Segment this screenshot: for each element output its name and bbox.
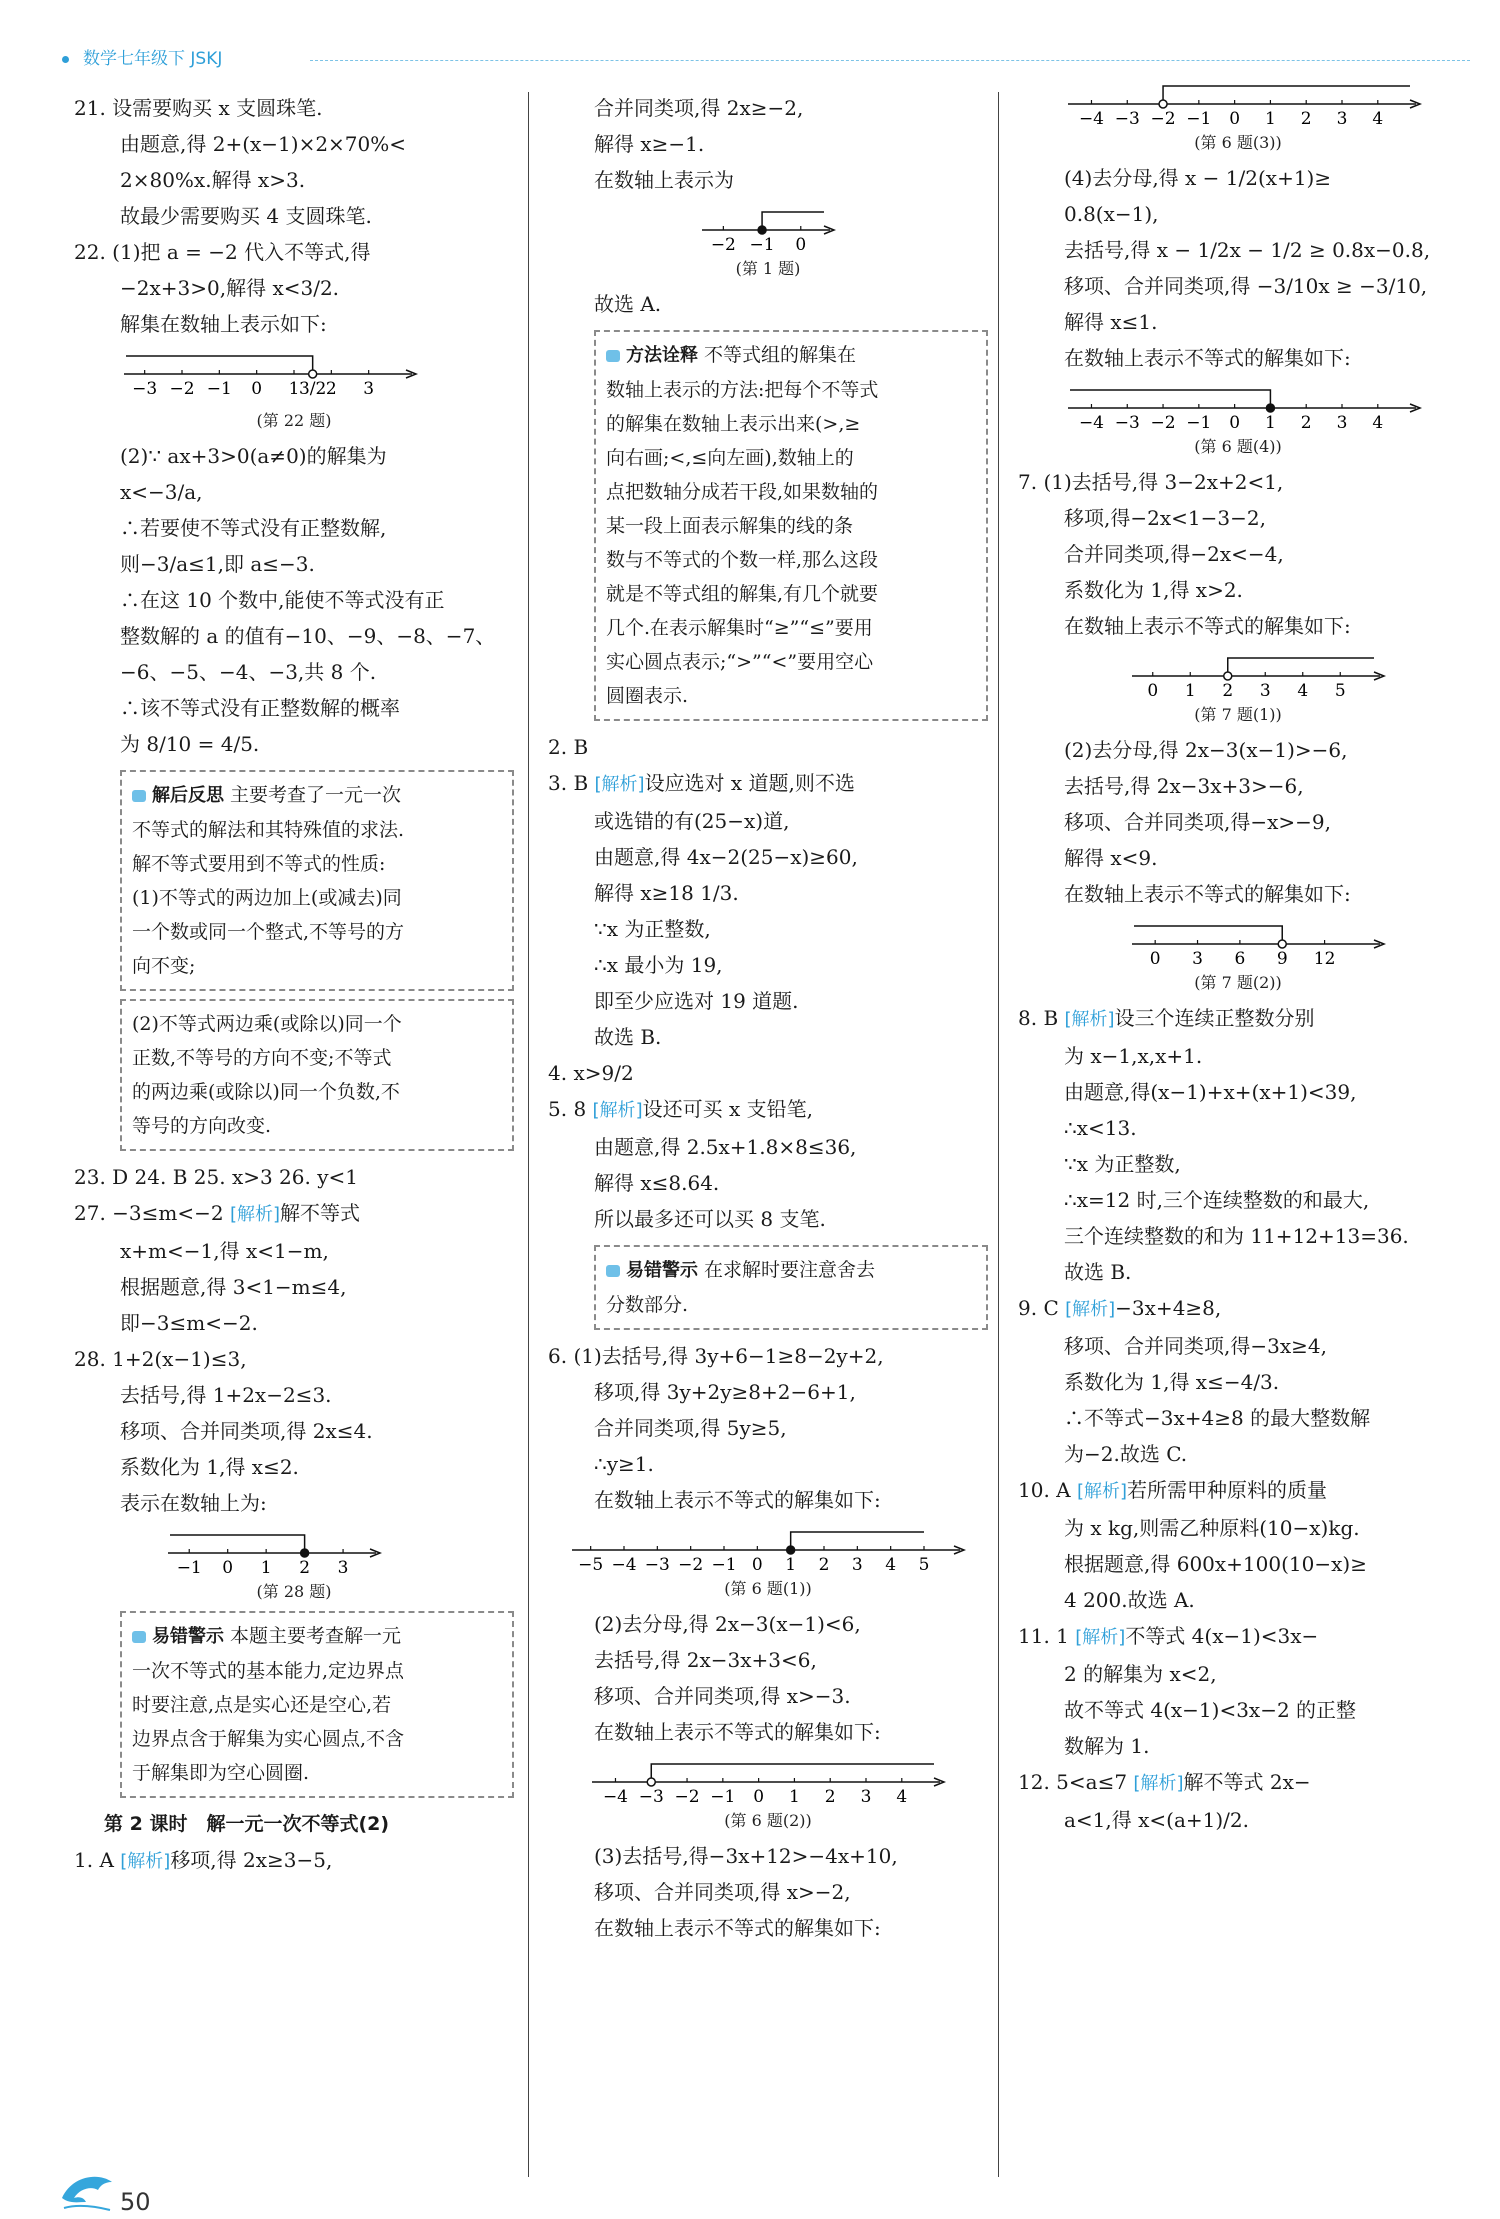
tick-label: −1	[711, 1555, 737, 1575]
answer-text: 解不等式 2x−	[1183, 1770, 1311, 1794]
tick-label: 2	[1300, 413, 1312, 433]
solution-set-line	[170, 1535, 305, 1553]
answer-text: 8. B	[1018, 1006, 1065, 1030]
solid-point	[787, 1546, 795, 1554]
analysis-tag: [ 解析 ]	[120, 1851, 170, 1872]
hollow-point	[647, 1778, 655, 1786]
note-text: 向右画;<,≤向左画),数轴上的	[606, 447, 854, 469]
tick-label: 2	[1222, 681, 1234, 701]
tick-label: −1	[1186, 413, 1212, 433]
text-line: 移项,得 3y+2y≥8+2−6+1,	[594, 1380, 856, 1404]
text-line: 在数轴上表示不等式的解集如下:	[1064, 614, 1351, 638]
solid-point	[301, 1549, 309, 1557]
tick-label: 0	[1229, 413, 1241, 433]
answer-text: 11. 1	[1018, 1624, 1076, 1648]
column-1	[74, 90, 514, 1880]
text-line: 为 8/10 = 4/5.	[120, 732, 260, 756]
text-line: (3)去括号,得−3x+12>−4x+10,	[594, 1844, 898, 1868]
tick-label: 1	[260, 1558, 272, 1578]
answer-text: 移项,得 2x≥3−5,	[170, 1848, 333, 1872]
number-line	[164, 1525, 384, 1583]
column-3	[1018, 72, 1458, 1838]
text-line: 即至少应选对 19 道题.	[594, 989, 799, 1013]
dolphin-logo-icon	[58, 2168, 118, 2214]
answer-text: 5. 8	[548, 1097, 593, 1121]
text-line: ∴若要使不等式没有正整数解,	[120, 516, 387, 540]
note-text: 实心圆点表示;“>”“<”要用空心	[606, 651, 874, 673]
note-text: 不等式的解法和其特殊值的求法.	[132, 819, 405, 841]
text-line: 故选 A.	[594, 292, 662, 316]
analysis-tag: [ 解析 ]	[1065, 1009, 1115, 1030]
note-text: 解不等式要用到不等式的性质:	[132, 853, 386, 875]
note-text: 主要考查了一元一次	[230, 784, 402, 806]
analysis-tag: [ 解析 ]	[593, 1100, 643, 1121]
tick-label: 4	[896, 1787, 908, 1807]
text-line: 或选错的有(25−x)道,	[594, 809, 790, 833]
text-line: 解得 x≤1.	[1064, 310, 1158, 334]
tick-label: 0	[251, 379, 263, 399]
text-line: 故选 B.	[594, 1025, 662, 1049]
solution-set-line	[651, 1764, 934, 1782]
number-line	[1128, 916, 1388, 974]
note-text: 几个.在表示解集时“≥”“≤”要用	[606, 617, 873, 639]
tick-label: 4	[885, 1555, 897, 1575]
figure-caption: (第 6 题(2))	[724, 1811, 812, 1830]
text-line: 22. (1)把 a = −2 代入不等式,得	[74, 240, 371, 264]
tick-label: 3	[1259, 681, 1271, 701]
note-text: 正数,不等号的方向不变;不等式	[132, 1047, 392, 1069]
text-line: 去括号,得 2x−3x+3>−6,	[1064, 774, 1304, 798]
number-line	[698, 202, 838, 260]
text-line: 在数轴上表示不等式的解集如下:	[594, 1916, 881, 1940]
tick-label: −3	[638, 1787, 664, 1807]
solid-point	[758, 226, 766, 234]
text-line: 解得 x≥−1.	[594, 132, 705, 156]
answer-text: 3. B	[548, 771, 595, 795]
text-line: 移项、合并同类项,得 x>−3.	[594, 1684, 851, 1708]
text-line: 所以最多还可以买 8 支笔.	[594, 1207, 826, 1231]
note-box-method	[594, 330, 988, 721]
note-heading: 易错警示	[132, 1626, 224, 1647]
tick-label: −3	[1114, 109, 1140, 129]
note-text: 在求解时要注意舍去	[704, 1259, 876, 1281]
text-line: 根据题意,得 600x+100(10−x)≥	[1064, 1552, 1367, 1576]
text-line: 移项、合并同类项,得 x>−2,	[594, 1880, 851, 1904]
hollow-point	[1224, 672, 1232, 680]
tick-label: −3	[1114, 413, 1140, 433]
analysis-tag: [ 解析 ]	[1133, 1773, 1183, 1794]
text-line: 由题意,得 4x−2(25−x)≥60,	[594, 845, 858, 869]
analysis-tag: [ 解析 ]	[1075, 1627, 1125, 1648]
text-line: 数解为 1.	[1064, 1734, 1150, 1758]
tick-label: 3	[363, 379, 375, 399]
text-line: 在数轴上表示不等式的解集如下:	[1064, 882, 1351, 906]
tick-label: 1	[789, 1787, 800, 1807]
tick-label: −1	[176, 1558, 202, 1578]
text-line: ∴x 最小为 19,	[594, 953, 723, 977]
tick-label: 12	[1313, 949, 1336, 969]
text-line: 4. x>9/2	[548, 1061, 634, 1085]
tick-label: −2	[710, 235, 736, 255]
tick-label: 1	[1265, 109, 1276, 129]
analysis-tag: [ 解析 ]	[1065, 1299, 1115, 1320]
text-line: 在数轴上表示不等式的解集如下:	[1064, 346, 1351, 370]
solution-set-line	[1070, 390, 1270, 408]
solution-set-line	[1228, 658, 1374, 676]
answer-text: 12. 5<a≤7	[1018, 1770, 1134, 1794]
figure-caption: (第 7 题(1))	[1194, 705, 1282, 724]
note-text: 的解集在数轴上表示出来(>,≥	[606, 413, 861, 435]
text-line: 由题意,得 2+(x−1)×2×70%<	[120, 132, 407, 156]
note-text: 的两边乘(或除以)同一个负数,不	[132, 1081, 400, 1103]
header-title: 数学七年级下 JSKJ	[62, 44, 222, 69]
text-line: 合并同类项,得 2x≥−2,	[594, 96, 804, 120]
tick-label: −4	[1078, 413, 1105, 433]
tick-label: −2	[1150, 109, 1176, 129]
tick-label: 9	[1276, 949, 1288, 969]
answer-text: 10. A	[1018, 1478, 1077, 1502]
figure-caption: (第 6 题(1))	[724, 1579, 812, 1598]
solution-set-line	[762, 212, 824, 230]
note-text: 分数部分.	[606, 1294, 689, 1316]
hollow-point	[1278, 940, 1286, 948]
tick-label: 3	[1336, 109, 1348, 129]
tick-label: −2	[169, 379, 195, 399]
text-line: −6、−5、−4、−3,共 8 个.	[120, 660, 377, 684]
note-text: 数轴上表示的方法:把每个不等式	[606, 379, 879, 401]
hollow-point	[1159, 100, 1167, 108]
text-line: 在数轴上表示为	[594, 168, 734, 192]
text-line: ∴该不等式没有正整数解的概率	[120, 696, 400, 720]
text-line: 整数解的 a 的值有−10、−9、−8、−7、	[120, 624, 496, 648]
text-line: 根据题意,得 3<1−m≤4,	[120, 1275, 347, 1299]
text-line: ∵x 为正整数,	[594, 917, 711, 941]
text-line: 解得 x<9.	[1064, 846, 1158, 870]
text-line: 移项,得−2x<1−3−2,	[1064, 506, 1266, 530]
tick-label: 3/2	[298, 379, 327, 399]
column-divider	[528, 92, 529, 2177]
tick-label: 2	[818, 1555, 830, 1575]
tick-label: 0	[795, 235, 807, 255]
tick-label: 1	[1265, 413, 1276, 433]
text-line: 移项、合并同类项,得−x>−9,	[1064, 810, 1331, 834]
tick-label: 0	[1149, 949, 1161, 969]
text-line: 为 x kg,则需乙种原料(10−x)kg.	[1064, 1516, 1360, 1540]
text-line: x+m<−1,得 x<1−m,	[120, 1239, 329, 1263]
analysis-tag: [ 解析 ]	[595, 774, 645, 795]
note-heading: 易错警示	[606, 1260, 698, 1281]
note-box-continued	[120, 999, 514, 1151]
note-text: 一个数或同一个整式,不等号的方	[132, 921, 405, 943]
note-heading: 解后反思	[132, 785, 224, 806]
analysis-tag: [ 解析 ]	[230, 1204, 280, 1225]
tick-label: −1	[1186, 109, 1212, 129]
tick-label: 0	[751, 1555, 763, 1575]
tick-label: 1	[785, 1555, 797, 1575]
tick-label: 5	[1334, 681, 1346, 701]
text-line: 系数化为 1,得 x≤2.	[120, 1455, 299, 1479]
number-line	[1064, 76, 1424, 134]
tick-label: 3	[1336, 413, 1348, 433]
tick-label: 1	[1184, 681, 1196, 701]
text-line: (2)去分母,得 2x−3(x−1)>−6,	[1064, 738, 1348, 762]
note-text: 一次不等式的基本能力,定边界点	[132, 1660, 405, 1682]
text-line: 去括号,得 2x−3x+3<6,	[594, 1648, 817, 1672]
tick-label: 0	[1147, 681, 1159, 701]
note-text: 某一段上面表示解集的线的条	[606, 515, 854, 537]
page-number: 50	[120, 2188, 151, 2216]
tick-label: −1	[749, 235, 775, 255]
text-line: 合并同类项,得 5y≥5,	[594, 1416, 787, 1440]
note-text: 就是不等式组的解集,有几个就要	[606, 583, 879, 605]
text-line: 解得 x≤8.64.	[594, 1171, 720, 1195]
text-line: 三个连续整数的和为 11+12+13=36.	[1064, 1224, 1409, 1248]
note-text: (2)不等式两边乘(或除以)同一个	[132, 1013, 402, 1035]
tick-label: −5	[578, 1555, 604, 1575]
tick-label: 4	[1372, 109, 1384, 129]
note-text: (1)不等式的两边加上(或减去)同	[132, 887, 402, 909]
header-divider	[310, 60, 1470, 61]
answer-text: 不等式 4(x−1)<3x−	[1125, 1624, 1319, 1648]
text-line: 为 x−1,x,x+1.	[1064, 1044, 1203, 1068]
text-line: ∴x<13.	[1064, 1116, 1137, 1140]
text-line: 解集在数轴上表示如下:	[120, 312, 327, 336]
text-line: ∴x=12 时,三个连续整数的和最大,	[1064, 1188, 1370, 1212]
text-line: 6. (1)去括号,得 3y+6−1≥8−2y+2,	[548, 1344, 884, 1368]
note-text: 圆圈表示.	[606, 685, 689, 707]
text-line: 故不等式 4(x−1)<3x−2 的正整	[1064, 1698, 1357, 1722]
tick-label: 3	[1192, 949, 1203, 969]
note-text: 于解集即为空心圆圈.	[132, 1762, 310, 1784]
tick-label: 4	[1372, 413, 1384, 433]
tick-label: 1	[288, 379, 300, 399]
tick-label: 2	[824, 1787, 836, 1807]
tick-label: −2	[674, 1787, 700, 1807]
note-box-warning	[120, 1611, 514, 1798]
text-line: ∵x 为正整数,	[1064, 1152, 1181, 1176]
note-heading: 方法诠释	[606, 345, 698, 366]
analysis-tag: [ 解析 ]	[1077, 1481, 1127, 1502]
text-line: 故选 B.	[1064, 1260, 1132, 1284]
tick-label: −4	[602, 1787, 629, 1807]
answer-text: 设应选对 x 道题,则不选	[644, 771, 855, 795]
tick-label: 2	[325, 379, 337, 399]
answer-text: 解不等式	[280, 1201, 361, 1225]
lesson-heading: 第 2 课时 解一元一次不等式(2)	[104, 1813, 390, 1835]
solution-set-line	[1134, 926, 1282, 944]
text-line: 移项、合并同类项,得 −3/10x ≥ −3/10,	[1064, 274, 1428, 298]
text-line: 在数轴上表示不等式的解集如下:	[594, 1720, 881, 1744]
text-line: 移项、合并同类项,得 2x≤4.	[120, 1419, 373, 1443]
text-line: 去括号,得 1+2x−2≤3.	[120, 1383, 332, 1407]
text-line: ∴不等式−3x+4≥8 的最大整数解	[1064, 1406, 1371, 1430]
text-line: (2)去分母,得 2x−3(x−1)<6,	[594, 1612, 861, 1636]
text-line: 则−3/a≤1,即 a≤−3.	[120, 552, 315, 576]
answer-text: 若所需甲种原料的质量	[1127, 1478, 1328, 1502]
tick-label: 6	[1234, 949, 1246, 969]
answer-text: 27. −3≤m<−2	[74, 1201, 230, 1225]
text-line: ∴y≥1.	[594, 1452, 654, 1476]
text-line: 即−3≤m<−2.	[120, 1311, 258, 1335]
text-line: 21. 设需要购买 x 支圆珠笔.	[74, 96, 323, 120]
tick-label: −4	[1078, 109, 1105, 129]
text-line: 去括号,得 x − 1/2x − 1/2 ≥ 0.8x−0.8,	[1064, 238, 1431, 262]
column-2	[548, 90, 988, 1946]
note-text: 边界点含于解集为实心圆点,不含	[132, 1728, 405, 1750]
text-line: 系数化为 1,得 x≤−4/3.	[1064, 1370, 1280, 1394]
number-line	[1128, 648, 1388, 706]
tick-label: −4	[611, 1555, 637, 1575]
figure-caption: (第 28 题)	[256, 1582, 332, 1601]
note-box-reflection	[120, 770, 514, 991]
answer-text: 1. A	[74, 1848, 121, 1872]
text-line: 2 的解集为 x<2,	[1064, 1662, 1217, 1686]
answer-text: 设三个连续正整数分别	[1114, 1006, 1315, 1030]
tick-label: 0	[222, 1558, 234, 1578]
number-line	[568, 1522, 968, 1580]
solution-set-line	[1163, 86, 1410, 104]
tick-label: 3	[860, 1787, 872, 1807]
text-line: 由题意,得 2.5x+1.8×8≤36,	[594, 1135, 857, 1159]
note-text: 向不变;	[132, 955, 196, 977]
hollow-point	[309, 370, 317, 378]
tick-label: −2	[1150, 413, 1176, 433]
answer-text: −3x+4≥8,	[1115, 1296, 1222, 1320]
tick-label: −3	[132, 379, 158, 399]
tick-label: 5	[918, 1555, 930, 1575]
text-line: (2)∵ ax+3>0(a≠0)的解集为	[120, 444, 387, 468]
text-line: (4)去分母,得 x − 1/2(x+1)≥	[1064, 166, 1332, 190]
text-line: x<−3/a,	[120, 480, 203, 504]
figure-caption: (第 6 题(3))	[1194, 133, 1282, 152]
solid-point	[1266, 404, 1274, 412]
text-line: 移项、合并同类项,得−3x≥4,	[1064, 1334, 1327, 1358]
text-line: 系数化为 1,得 x>2.	[1064, 578, 1243, 602]
note-text: 时要注意,点是实心还是空心,若	[132, 1694, 392, 1716]
tick-label: 2	[299, 1558, 311, 1578]
text-line: a<1,得 x<(a+1)/2.	[1064, 1808, 1249, 1832]
figure-caption: (第 1 题)	[735, 259, 801, 278]
text-line: 2. B	[548, 735, 589, 759]
figure-caption: (第 6 题(4))	[1194, 437, 1282, 456]
tick-label: 3	[337, 1558, 349, 1578]
text-line: 解得 x≥18 1/3.	[594, 881, 739, 905]
figure-caption: (第 22 题)	[256, 411, 332, 430]
text-line: 由题意,得(x−1)+x+(x+1)<39,	[1064, 1080, 1357, 1104]
text-line: 2×80%x.解得 x>3.	[120, 168, 306, 192]
text-line: 0.8(x−1),	[1064, 202, 1159, 226]
tick-label: 3	[851, 1555, 863, 1575]
note-text: 等号的方向改变.	[132, 1115, 272, 1137]
tick-label: −1	[206, 379, 232, 399]
tick-label: 2	[1300, 109, 1312, 129]
number-line	[588, 1754, 948, 1812]
tick-label: 0	[1229, 109, 1241, 129]
answer-text: 9. C	[1018, 1296, 1066, 1320]
figure-caption: (第 7 题(2))	[1194, 973, 1282, 992]
text-line: 28. 1+2(x−1)≤3,	[74, 1347, 247, 1371]
text-line: 23. D 24. B 25. x>3 26. y<1	[74, 1165, 359, 1189]
tick-label: 0	[753, 1787, 765, 1807]
text-line: 7. (1)去括号,得 3−2x+2<1,	[1018, 470, 1284, 494]
note-text: 点把数轴分成若干段,如果数轴的	[606, 481, 879, 503]
note-box-warning	[594, 1245, 988, 1330]
tick-label: 4	[1297, 681, 1309, 701]
text-line: 故最少需要购买 4 支圆珠笔.	[120, 204, 372, 228]
text-line: 在数轴上表示不等式的解集如下:	[594, 1488, 881, 1512]
text-line: −2x+3>0,解得 x<3/2.	[120, 276, 340, 300]
tick-label: −1	[710, 1787, 736, 1807]
note-text: 数与不等式的个数一样,那么这段	[606, 549, 879, 571]
note-text: 不等式组的解集在	[704, 344, 857, 366]
column-divider	[998, 92, 999, 2177]
text-line: 为−2.故选 C.	[1064, 1442, 1188, 1466]
tick-label: −3	[644, 1555, 670, 1575]
answer-text: 设还可买 x 支铅笔,	[642, 1097, 813, 1121]
text-line: ∴在这 10 个数中,能使不等式没有正	[120, 588, 445, 612]
text-line: 合并同类项,得−2x<−4,	[1064, 542, 1284, 566]
number-line	[1064, 380, 1424, 438]
note-text: 本题主要考查解一元	[230, 1625, 402, 1647]
text-line: 表示在数轴上为:	[120, 1491, 267, 1515]
number-line	[120, 346, 420, 412]
tick-label: −2	[678, 1555, 704, 1575]
text-line: 4 200.故选 A.	[1064, 1588, 1195, 1612]
